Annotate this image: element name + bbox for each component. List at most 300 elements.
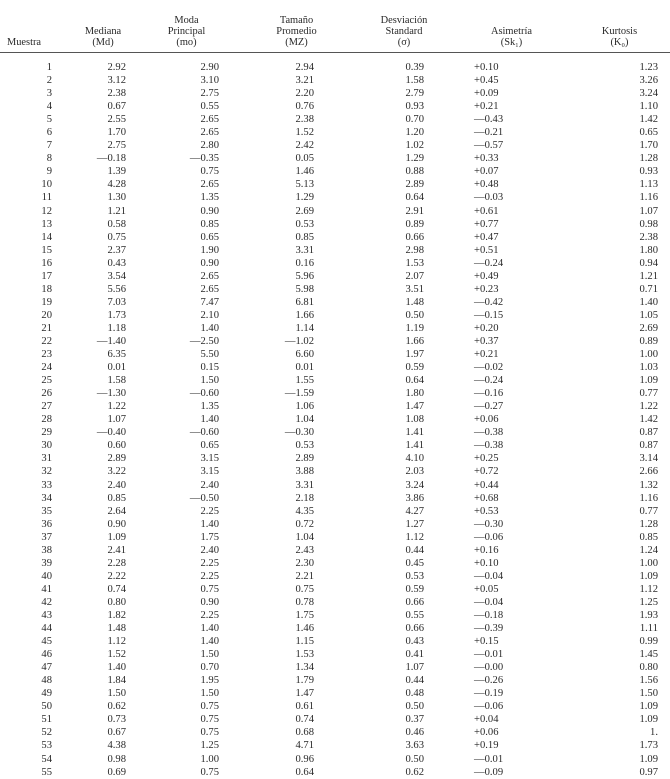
cell-muestra: 35 [41,505,52,517]
cell-desviacion: 0.70 [405,114,424,126]
cell-asimetria: —0.03 [474,192,504,204]
table-row [0,87,670,100]
cell-desviacion: 0.66 [405,231,424,243]
cell-muestra: 15 [41,244,52,256]
cell-moda: 2.65 [200,283,219,295]
cell-moda: 1.40 [200,623,219,635]
cell-asimetria: —0.39 [474,623,504,635]
table-row [0,309,670,322]
cell-tamano: 6.81 [295,296,314,308]
cell-tamano: 1.47 [295,688,314,700]
cell-tamano: 0.01 [295,362,314,374]
header-line: Promedio [276,26,317,37]
table-row [0,479,670,492]
cell-asimetria: —0.02 [474,362,504,374]
cell-moda: 0.75 [200,583,219,595]
col-header-tamano [239,4,354,53]
cell-mediana: 4.28 [107,179,126,191]
cell-kurtosis: 1.22 [639,401,658,413]
cell-moda: 2.40 [200,479,219,491]
cell-kurtosis: 0.87 [639,440,658,452]
cell-kurtosis: 0.85 [639,531,658,543]
cell-kurtosis: 1.56 [639,675,658,687]
cell-tamano: 2.20 [295,88,314,100]
cell-moda: 0.85 [200,218,219,230]
cell-muestra: 6 [46,127,52,139]
cell-desviacion: 0.55 [405,609,424,621]
table-row [0,296,670,309]
cell-moda: 0.75 [200,714,219,726]
header-line: Principal [167,26,206,37]
cell-desviacion: 0.50 [405,309,424,321]
cell-mediana: 1.70 [107,127,126,139]
cell-desviacion: 1.19 [405,322,424,334]
cell-asimetria: —0.18 [474,609,504,621]
cell-moda: —2.50 [189,336,219,347]
table-row [0,283,670,296]
cell-moda: 0.90 [200,205,219,217]
cell-kurtosis: 1.05 [639,309,658,321]
cell-tamano: 5.96 [295,270,314,282]
cell-tamano: 1.55 [295,375,314,387]
cell-desviacion: 0.93 [405,101,424,113]
header-line: Muestra [7,37,42,48]
header-line: (Md) [92,37,114,48]
cell-tamano: 5.98 [295,283,314,295]
cell-desviacion: 1.97 [405,349,424,361]
cell-asimetria: +0.06 [474,414,499,426]
cell-desviacion: 3.63 [405,740,424,752]
cell-asimetria: +0.16 [474,544,499,556]
cell-moda: 0.90 [200,257,219,269]
cell-kurtosis: 1.28 [639,518,658,530]
table-row [0,492,670,505]
cell-asimetria: +0.45 [474,75,499,87]
cell-tamano: 2.21 [295,570,314,582]
cell-kurtosis: 1.50 [639,688,658,700]
cell-desviacion: 1.80 [405,388,424,400]
cell-moda: 2.65 [200,114,219,126]
cell-moda: 0.90 [200,596,219,608]
table-row [0,53,670,75]
statistics-table [0,4,670,779]
cell-desviacion: 0.64 [405,375,424,387]
cell-mediana: —1.40 [96,336,126,347]
cell-muestra: 55 [41,766,52,778]
cell-muestra: 38 [41,544,52,556]
cell-muestra: 24 [41,362,52,374]
cell-mediana: 1.39 [107,166,126,178]
cell-mediana: 1.22 [107,401,126,413]
cell-desviacion: 1.47 [405,401,424,413]
cell-mediana: 0.60 [107,440,126,452]
cell-moda: 2.80 [200,140,219,152]
cell-tamano: 1.53 [295,649,314,661]
table-row [0,152,670,165]
cell-kurtosis: 1. [650,727,658,739]
cell-desviacion: 0.43 [405,636,424,648]
cell-mediana: 1.07 [107,414,126,426]
header-line: (MZ) [285,37,308,48]
cell-moda: 1.40 [200,518,219,530]
table-header [0,4,670,53]
cell-moda: 2.65 [200,179,219,191]
header-line: (σ) [397,37,411,48]
cell-mediana: 1.82 [107,609,126,621]
cell-desviacion: 1.02 [405,140,424,152]
cell-moda: 1.40 [200,636,219,648]
cell-muestra: 10 [41,179,52,191]
cell-tamano: 0.05 [295,153,314,165]
cell-kurtosis: 2.38 [639,231,658,243]
cell-muestra: 18 [41,283,52,295]
cell-tamano: 2.42 [295,140,314,152]
cell-asimetria: —0.57 [474,140,504,152]
cell-kurtosis: 1.70 [639,140,658,152]
cell-kurtosis: 0.87 [639,427,658,439]
cell-muestra: 30 [41,440,52,452]
cell-tamano: 1.04 [295,531,314,543]
cell-desviacion: 0.44 [405,675,424,687]
cell-muestra: 23 [41,349,52,361]
cell-mediana: 6.35 [107,349,126,361]
table-row [0,674,670,687]
cell-asimetria: +0.37 [474,336,499,347]
table-row [0,635,670,648]
header-line: (Sk₁) [500,37,523,48]
table-row [0,322,670,335]
cell-asimetria: —0.42 [474,296,504,308]
cell-kurtosis: 1.32 [639,479,658,491]
cell-muestra: 42 [41,596,52,608]
table-row [0,218,670,231]
cell-muestra: 2 [46,75,52,87]
cell-muestra: 36 [41,518,52,530]
cell-mediana: —0.18 [96,153,126,165]
cell-desviacion: 0.89 [405,218,424,230]
cell-desviacion: 0.53 [405,570,424,582]
header-line: Tamaño [279,15,314,26]
cell-kurtosis: 1.09 [639,714,658,726]
cell-asimetria: +0.04 [474,714,499,726]
cell-moda: 2.25 [200,570,219,582]
table-row [0,205,670,218]
table-row [0,348,670,361]
col-header-mediana [72,4,134,53]
table-row [0,113,670,126]
cell-tamano: 1.46 [295,623,314,635]
cell-moda: 1.35 [200,192,219,204]
cell-kurtosis: 0.89 [639,336,658,347]
cell-moda: —0.60 [189,388,219,400]
cell-kurtosis: 1.00 [639,557,658,569]
table-row [0,270,670,283]
cell-kurtosis: 1.07 [639,205,658,217]
cell-mediana: 1.18 [107,322,126,334]
cell-tamano: 0.68 [295,727,314,739]
cell-moda: 0.75 [200,701,219,713]
cell-moda: 1.25 [200,740,219,752]
table-row [0,374,670,387]
col-header-kurtosis [569,4,670,53]
cell-tamano: 2.43 [295,544,314,556]
cell-mediana: 0.69 [107,766,126,778]
cell-muestra: 47 [41,662,52,674]
cell-mediana: 1.30 [107,192,126,204]
cell-moda: 7.47 [200,296,219,308]
cell-tamano: —1.59 [284,388,314,400]
cell-desviacion: 2.07 [405,270,424,282]
cell-mediana: 2.22 [107,570,126,582]
cell-tamano: 1.06 [295,401,314,413]
cell-desviacion: 0.62 [405,766,424,778]
table-row [0,139,670,152]
col-header-desviacion [354,4,454,53]
cell-asimetria: —0.01 [474,649,504,661]
table-row [0,335,670,348]
cell-mediana: 2.40 [107,479,126,491]
cell-desviacion: 2.79 [405,88,424,100]
table-row [0,544,670,557]
cell-moda: 2.65 [200,270,219,282]
cell-muestra: 26 [41,388,52,400]
table-row [0,739,670,752]
cell-asimetria: —0.16 [474,388,504,400]
cell-asimetria: +0.33 [474,153,499,165]
cell-kurtosis: 3.14 [639,453,658,465]
cell-moda: 5.50 [200,349,219,361]
cell-desviacion: 0.88 [405,166,424,178]
cell-desviacion: 0.45 [405,557,424,569]
cell-tamano: 3.31 [295,479,314,491]
cell-moda: 1.35 [200,401,219,413]
cell-muestra: 22 [41,336,52,347]
cell-tamano: 1.79 [295,675,314,687]
header-line: Kurtosis [601,26,638,37]
table-row [0,505,670,518]
cell-asimetria: —0.21 [474,127,504,139]
table-row [0,518,670,531]
cell-tamano: 1.04 [295,414,314,426]
cell-asimetria: +0.07 [474,166,499,178]
cell-muestra: 34 [41,492,52,504]
table-row [0,687,670,700]
header-line: (K₀) [610,37,629,48]
cell-muestra: 21 [41,322,52,334]
cell-moda: 0.65 [200,440,219,452]
cell-asimetria: —0.04 [474,596,504,608]
table-row [0,661,670,674]
cell-tamano: 0.96 [295,753,314,765]
cell-moda: 2.10 [200,309,219,321]
table-row [0,570,670,583]
cell-muestra: 25 [41,375,52,387]
cell-kurtosis: 1.09 [639,570,658,582]
cell-tamano: 1.46 [295,166,314,178]
cell-kurtosis: 1.16 [639,192,658,204]
cell-moda: 0.70 [200,662,219,674]
cell-desviacion: 0.66 [405,596,424,608]
cell-tamano: 0.85 [295,231,314,243]
cell-moda: 3.15 [200,453,219,465]
cell-kurtosis: 1.25 [639,596,658,608]
table-row [0,413,670,426]
table-row [0,74,670,87]
cell-tamano: 3.31 [295,244,314,256]
cell-mediana: 7.03 [107,296,126,308]
cell-mediana: 2.89 [107,453,126,465]
table-row [0,361,670,374]
cell-moda: 0.75 [200,727,219,739]
cell-muestra: 43 [41,609,52,621]
cell-muestra: 33 [41,479,52,491]
cell-desviacion: 1.48 [405,296,424,308]
cell-tamano: 0.53 [295,218,314,230]
cell-muestra: 41 [41,583,52,595]
table-row [0,452,670,465]
cell-kurtosis: 0.80 [639,662,658,674]
cell-muestra: 27 [41,401,52,413]
cell-muestra: 8 [46,153,52,165]
cell-muestra: 44 [41,623,52,635]
cell-asimetria: +0.53 [474,505,499,517]
table-row [0,257,670,270]
cell-asimetria: +0.77 [474,218,499,230]
cell-desviacion: 1.20 [405,127,424,139]
cell-kurtosis: 0.71 [639,283,658,295]
cell-tamano: 0.53 [295,440,314,452]
cell-asimetria: +0.09 [474,88,499,100]
cell-desviacion: 2.03 [405,466,424,478]
cell-desviacion: 0.66 [405,623,424,635]
cell-kurtosis: 0.98 [639,218,658,230]
cell-moda: —0.50 [189,492,219,504]
cell-muestra: 14 [41,231,52,243]
cell-muestra: 9 [46,166,52,178]
cell-mediana: 0.58 [107,218,126,230]
cell-tamano: 4.35 [295,505,314,517]
cell-mediana: —1.30 [96,388,126,400]
cell-mediana: 0.01 [107,362,126,374]
header-line: (mo) [176,37,197,48]
table-row [0,387,670,400]
cell-asimetria: +0.48 [474,179,499,191]
cell-asimetria: +0.51 [474,244,499,256]
table-row [0,622,670,635]
cell-desviacion: 0.41 [405,649,424,661]
cell-desviacion: 0.59 [405,362,424,374]
table-row [0,178,670,191]
cell-muestra: 16 [41,257,52,269]
table-row [0,531,670,544]
cell-kurtosis: 0.97 [639,766,658,778]
table-row [0,583,670,596]
cell-desviacion: 1.66 [405,336,424,347]
cell-desviacion: 4.27 [405,505,424,517]
cell-kurtosis: 3.24 [639,88,658,100]
cell-mediana: 3.12 [107,75,126,87]
cell-desviacion: 1.58 [405,75,424,87]
cell-muestra: 39 [41,557,52,569]
cell-asimetria: +0.10 [474,62,499,74]
cell-asimetria: +0.44 [474,479,499,491]
cell-tamano: 0.74 [295,714,314,726]
cell-asimetria: —0.38 [474,440,504,452]
cell-asimetria: +0.23 [474,283,499,295]
cell-asimetria: +0.68 [474,492,499,504]
cell-moda: 2.25 [200,505,219,517]
cell-mediana: 1.50 [107,688,126,700]
cell-tamano: 3.21 [295,75,314,87]
cell-kurtosis: 1.16 [639,492,658,504]
cell-desviacion: 0.37 [405,714,424,726]
cell-asimetria: —0.00 [474,662,504,674]
cell-mediana: 0.80 [107,596,126,608]
cell-desviacion: 0.48 [405,688,424,700]
cell-kurtosis: 0.99 [639,636,658,648]
cell-muestra: 37 [41,531,52,543]
cell-desviacion: 0.46 [405,727,424,739]
cell-tamano: 2.69 [295,205,314,217]
cell-kurtosis: 1.11 [639,623,658,635]
cell-desviacion: 3.86 [405,492,424,504]
cell-asimetria: +0.72 [474,466,499,478]
cell-desviacion: 0.44 [405,544,424,556]
cell-moda: 1.40 [200,414,219,426]
cell-muestra: 45 [41,636,52,648]
cell-desviacion: 0.59 [405,583,424,595]
cell-mediana: 1.48 [107,623,126,635]
cell-mediana: 0.43 [107,257,126,269]
cell-moda: 2.90 [200,62,219,74]
cell-asimetria: +0.21 [474,101,499,113]
cell-tamano: 1.75 [295,609,314,621]
cell-desviacion: 0.50 [405,701,424,713]
cell-kurtosis: 0.77 [639,388,658,400]
cell-muestra: 13 [41,218,52,230]
cell-kurtosis: 1.21 [639,270,658,282]
cell-desviacion: 2.89 [405,179,424,191]
cell-mediana: 0.67 [107,727,126,739]
cell-muestra: 7 [46,140,52,152]
cell-muestra: 50 [41,701,52,713]
cell-asimetria: —0.19 [474,688,504,700]
cell-muestra: 32 [41,466,52,478]
cell-mediana: 2.75 [107,140,126,152]
col-header-asimetria [454,4,569,53]
cell-kurtosis: 0.93 [639,166,658,178]
cell-asimetria: +0.49 [474,270,499,282]
cell-mediana: —0.40 [96,427,126,439]
table-row [0,609,670,622]
cell-kurtosis: 1.09 [639,375,658,387]
cell-muestra: 20 [41,309,52,321]
cell-moda: 1.75 [200,531,219,543]
cell-muestra: 4 [46,101,52,113]
cell-desviacion: 0.39 [405,62,424,74]
cell-asimetria: +0.15 [474,636,499,648]
cell-kurtosis: 3.26 [639,75,658,87]
cell-asimetria: +0.25 [474,453,499,465]
cell-muestra: 48 [41,675,52,687]
table-row [0,700,670,713]
header-line: Desviación [380,15,428,26]
cell-mediana: 1.12 [107,636,126,648]
cell-moda: 0.75 [200,166,219,178]
cell-kurtosis: 0.94 [639,257,658,269]
cell-tamano: 0.16 [295,257,314,269]
cell-asimetria: —0.15 [474,309,504,321]
